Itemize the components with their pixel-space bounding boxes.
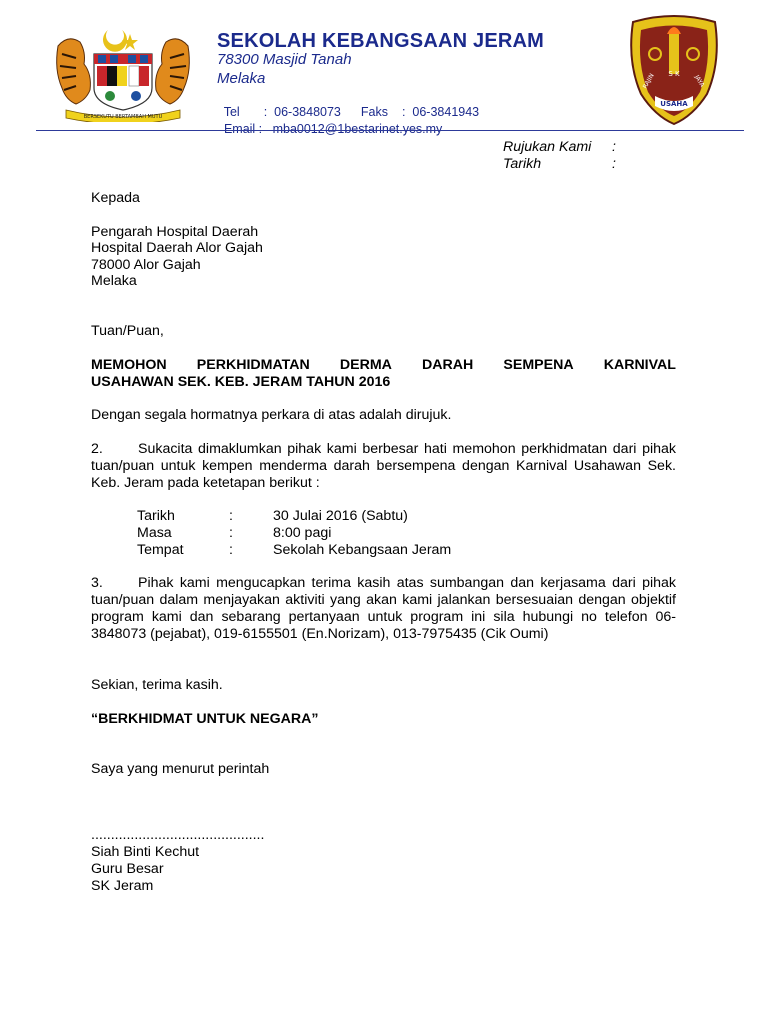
reference-label: Rujukan Kami <box>503 139 592 155</box>
svg-text:BERSEKUTU BERTAMBAH MUTU: BERSEKUTU BERTAMBAH MUTU <box>83 114 163 120</box>
date-label: Tarikh <box>503 156 542 172</box>
schedule-colon: : <box>229 508 233 524</box>
paragraph-number: 2. <box>91 441 103 457</box>
recipient-line: Hospital Daerah Alor Gajah <box>91 240 263 256</box>
letter-subject <box>91 357 676 391</box>
recipient-line: Melaka <box>91 273 137 289</box>
address-line-1: 78300 Masjid Tanah <box>217 51 352 68</box>
tel-value: 06-3848073 <box>274 105 341 119</box>
signature-dots: ............................................ <box>91 827 265 843</box>
paragraph-number: 3. <box>91 575 103 591</box>
kepada-label: Kepada <box>91 190 140 206</box>
date-colon: : <box>612 156 616 172</box>
address-line-2: Melaka <box>217 70 266 87</box>
obey-line: Saya yang menurut perintah <box>91 761 270 777</box>
paragraph-3 <box>91 575 676 643</box>
schedule-label: Tempat <box>137 542 184 558</box>
closing-line: Sekian, terima kasih. <box>91 677 223 693</box>
letterhead-divider <box>36 130 744 131</box>
schedule-label: Tarikh <box>137 508 175 524</box>
greeting: Tuan/Puan, <box>91 323 164 339</box>
subject-word: SEMPENA <box>503 357 574 373</box>
reference-colon: : <box>612 139 616 155</box>
schedule-colon: : <box>229 542 233 558</box>
signatory-title: Guru Besar <box>91 861 164 877</box>
schedule-value: 30 Julai 2016 (Sabtu) <box>273 508 408 524</box>
subject-word: DERMA <box>339 357 392 373</box>
paragraph-text: Pihak kami mengucapkan terima kasih atas sumbangan dan kerjasama dari pihak tuan/puan dalam menjayakan aktiviti yang akan kami jalankan bersesuaian dengan objektif program kami dan sebarang pertanyaan untuk program ini sila hubungi no telefon 06-3848073 (pejabat), 019-6155501 (En.Norizam), 013-7975435 (Cik Oumi) <box>91 575 676 642</box>
email-line <box>217 108 442 136</box>
motto: “BERKHIDMAT UNTUK NEGARA” <box>91 711 319 727</box>
subject-word: MEMOHON <box>91 357 167 373</box>
fax-value: 06-3841943 <box>412 105 480 119</box>
school-name: SEKOLAH KEBANGSAAN JERAM <box>217 30 545 52</box>
paragraph-text: Sukacita dimaklumkan pihak kami berbesar hati memohon perkhidmatan dari pihak tuan/puan untuk kempen menderma darah bersempena dengan Karnival Usahawan Sek. Keb. Jeram pada ketetapan berikut : <box>91 441 676 491</box>
school-logo <box>625 14 723 126</box>
svg-text:S K: S K <box>668 70 680 78</box>
subject-word: DARAH <box>422 357 474 373</box>
schedule-colon: : <box>229 525 233 541</box>
subject-line-2: USAHAWAN SEK. KEB. JERAM TAHUN 2016 <box>91 374 391 390</box>
email-value[interactable]: mba0012@1bestarinet.yes.my <box>272 122 443 136</box>
svg-text:USAHA: USAHA <box>660 100 688 108</box>
paragraph-2 <box>91 441 676 492</box>
signatory-name: Siah Binti Kechut <box>91 844 200 860</box>
schedule-label: Masa <box>137 525 172 541</box>
svg-text:RAJIN: RAJIN <box>641 72 656 90</box>
schedule-value: 8:00 pagi <box>273 525 332 541</box>
subject-line-1 <box>91 357 676 374</box>
intro-sentence: Dengan segala hormatnya perkara di atas adalah dirujuk. <box>91 407 452 423</box>
coat-of-arms-emblem <box>50 26 196 122</box>
signatory-org: SK Jeram <box>91 878 154 894</box>
email-label: Email : <box>223 122 263 136</box>
phone-fax-line: Tel : 06-3848073 Faks : 06-3841943 <box>223 105 480 119</box>
subject-word: KARNIVAL <box>603 357 676 373</box>
tel-label: Tel <box>223 105 240 119</box>
schedule-value: Sekolah Kebangsaan Jeram <box>273 542 452 558</box>
fax-label: Faks <box>360 105 388 119</box>
subject-word: PERKHIDMATAN <box>196 357 310 373</box>
recipient-line: 78000 Alor Gajah <box>91 257 201 273</box>
recipient-line: Pengarah Hospital Daerah <box>91 224 259 240</box>
svg-text:JAYA: JAYA <box>693 74 706 89</box>
